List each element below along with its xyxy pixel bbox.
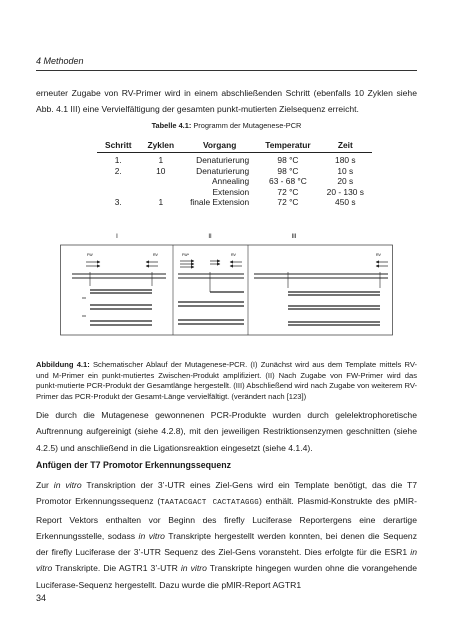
table-cell [97,176,140,187]
panel-label-2: II [208,234,212,240]
panel-1 [72,253,166,325]
table-cell: 72 °C [277,186,299,197]
table-cell: 10 s [337,165,354,176]
figure-caption-label: Abbildung 4.1: [36,360,90,369]
table-cell: 2. [114,165,122,176]
table-cell: 63 - 68 °C [269,176,307,187]
text-run: ) enthält. Plasmid-Konstrukte des pMIR-Report Vektors enthalten vor Beginn des firefly Luciferase Reportergens eine derartige Erkennungsstelle, sodass [36,496,417,541]
table-row [97,153,372,166]
col-header-vorgang: Vorgang [182,138,257,153]
header-rule [36,70,417,71]
running-header: 4 Methoden [36,56,84,66]
paragraph-3 [36,477,417,593]
table-cell: 98 °C [277,165,299,176]
table-cell: Denaturierung [196,165,250,176]
italic-run: in vitro [180,563,207,574]
italic-run: in vitro [36,547,417,574]
table-cell: Extension [212,186,250,197]
text-run: Zur [36,480,54,490]
figure-caption-text: Schematischer Ablauf der Mutagenese-PCR. (I) Zunächst wird aus dem Template mittels RV- und M-Primer ein punkt-mutiertes Zwischen-Produkt amplifiziert. (II) Nach Zugabe von FW-Primer wird das punkt-mutierte PCR-Produkt der Gesamtlänge hergestellt. (III) Abschließend wird nach Zugabe von weiterem RV-Primer das PCR-Produkt der Gesamt-Länge vervielfältigt. (verändert nach [123]) [36,360,418,401]
table-cell [140,176,183,187]
table-cell: 450 s [335,197,356,208]
primer-label: RV [153,253,158,257]
table-header-row [97,138,372,153]
table-cell: 20 s [337,176,354,187]
table-cell [140,187,183,198]
table-cell: 1. [114,155,122,165]
table-cell: 1 [158,155,164,165]
table-row [97,166,372,177]
table-cell: Denaturierung [196,155,250,165]
text-run: Transkripte hergestellt werden konnten, bei denen die Sequenz der firefly Luciferase der 3’-UTR Sequenz des Ziel-Gens voransteht. Dies erfolgte für die ESR1 [36,530,418,558]
table-caption-text: Programm der Mutagenese-PCR [191,121,302,130]
page-number: 34 [36,593,47,603]
table-caption-label: Tabelle 4.1: [151,121,192,130]
primer-label: RV [376,253,381,257]
table-cell: 3. [114,197,122,208]
table-row [97,187,372,198]
mutagenesis-pcr-figure [60,232,393,336]
section-heading: Anfügen der T7 Promotor Erkennungssequenz [36,460,232,470]
table-cell [97,187,140,198]
table-cell: 10 [156,165,166,176]
panel-label-3: III [291,234,297,240]
table-cell: 20 - 130 s [326,186,364,197]
table-cell: Annealing [211,176,250,187]
text-run: Transkription der 3’-UTR eines Ziel-Gens wird ein Template benötigt, das die T7 Promotor Erkennungssequenz ( [36,480,417,507]
table-row [97,176,372,187]
col-header-zyklen: Zyklen [140,138,183,153]
panel-label-1: I [116,234,118,240]
col-header-temperatur: Temperatur [257,138,318,153]
table-cell: 180 s [335,155,356,165]
table-row [97,197,372,208]
col-header-zeit: Zeit [319,138,372,153]
table-caption [36,121,417,130]
panel-3 [254,253,388,325]
primer-label: RV [231,253,236,257]
intro-paragraph: erneuter Zugabe von RV-Primer wird in einem abschließenden Schritt (ebenfalls 10 Zyklen siehe Abb. 4.1 III) eine Vervielfältigung der gesamten punkt-mutierten Zielsequenz erreicht. [36,88,417,115]
figure-caption [36,360,417,402]
panel-2 [178,253,244,324]
italic-run: in vitro [138,530,165,541]
table-cell: finale Extension [190,197,250,208]
primer-label: FW [87,253,93,257]
table-cell: 72 °C [277,197,299,208]
primer-label: FW* [182,253,189,257]
col-header-schritt: Schritt [97,138,140,153]
text-run: Transkripte. Die AGTR1 3’-UTR [52,563,181,574]
pcr-program-table [97,138,372,208]
t7-sequence: TAATACGACT CACTATAGGG [160,499,259,508]
table-cell: 1 [158,197,164,208]
table-cell: 98 °C [277,155,299,165]
italic-run: in vitro [53,480,82,490]
paragraph-2: Die durch die Mutagenese gewonnenen PCR-Produkte wurden durch gelelektrophoretische Auftrennung aufgereinigt (siehe 4.2.8), mit den jeweiligen Restriktionsenzymen geschnitten (siehe 4.2.5) und anschließend in die Ligationsreaktion eingesetzt (siehe 4.1.4). [36,410,417,453]
text-run: Transkripte hingegen wurden ohne die vorangehende Luciferase-Sequenz hergestellt. Dazu wurde die pMIR-Report AGTR1 [36,563,417,590]
